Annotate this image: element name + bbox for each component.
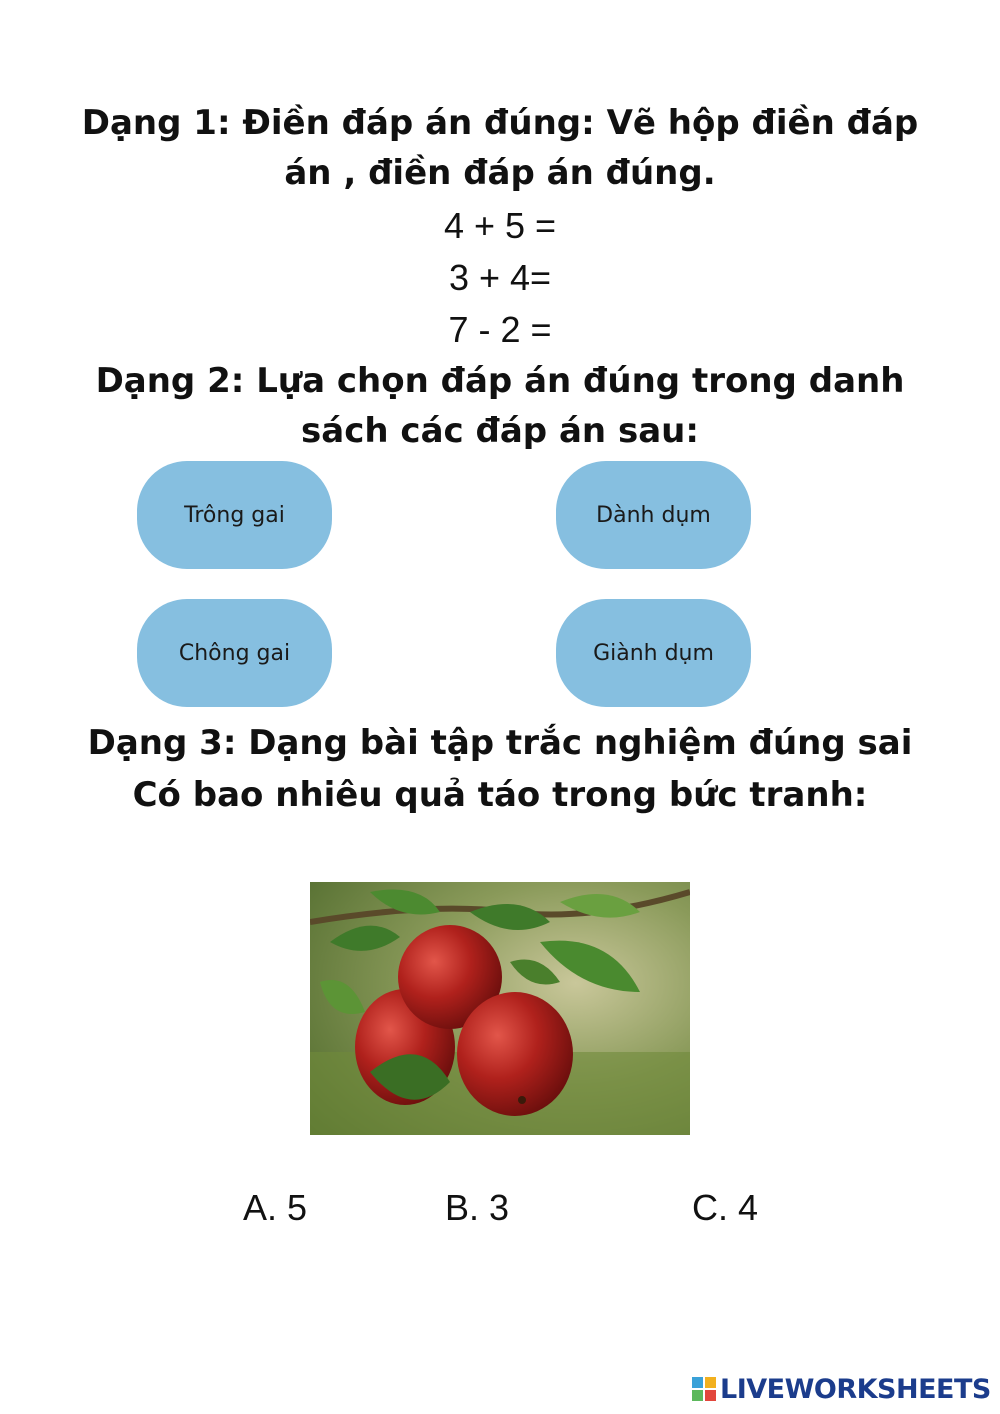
option-label: Dành dụm [596,502,711,528]
liveworksheets-logo-icon [692,1377,716,1401]
answer-a-label: A. 5 [243,1187,308,1228]
answer-c[interactable] [692,1186,758,1230]
answer-b-label: B. 3 [445,1187,510,1228]
option-gianh-dum[interactable] [556,599,751,707]
equation-1: 4 + 5 = [443,205,557,246]
apple-tree-photo [310,882,690,1135]
option-label: Chông gai [178,640,291,666]
apple-question: Có bao nhiêu quả táo trong bức tranh: [132,775,868,815]
answer-a[interactable] [243,1186,307,1230]
answer-c-label: C. 4 [692,1187,759,1228]
section1-heading: Dạng 1: Điền đáp án đúng: Vẽ hộp điền đáp án , điền đáp án đúng. [81,103,919,193]
equation-3: 7 - 2 = [448,309,552,350]
section3-heading: Dạng 3: Dạng bài tập trắc nghiệm đúng sai [87,723,913,763]
option-label: Trông gai [184,502,285,528]
option-danh-dum[interactable] [556,461,751,569]
equation-2: 3 + 4= [448,257,552,298]
option-chong-gai[interactable] [137,599,332,707]
logo-text: LIVEWORKSHEETS [720,1373,991,1405]
answer-b[interactable] [445,1186,509,1230]
option-trong-gai[interactable] [137,461,332,569]
section2-heading: Dạng 2: Lựa chọn đáp án đúng trong danh sách các đáp án sau: [95,361,905,451]
option-label: Giành dụm [593,640,714,666]
liveworksheets-logo [692,1372,991,1406]
